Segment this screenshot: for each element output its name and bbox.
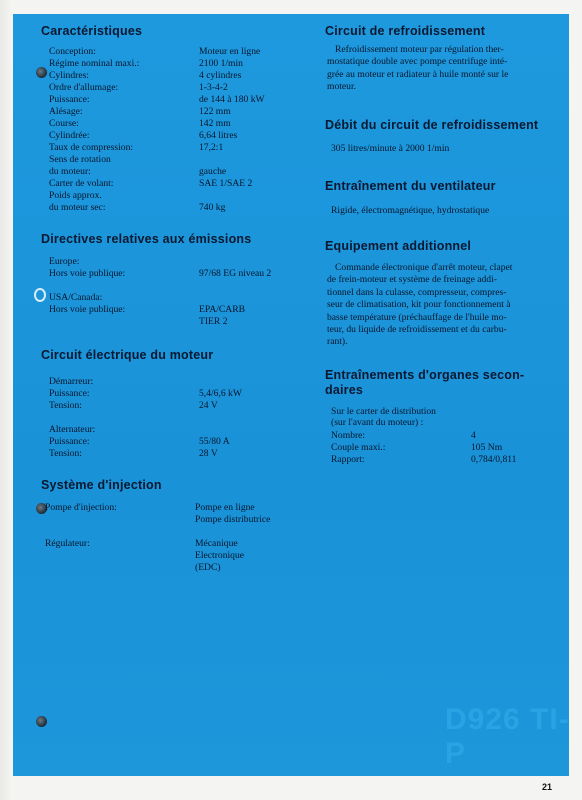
- text-line: rant).: [327, 336, 348, 348]
- ghost-model-text: D926 TI-P: [445, 703, 570, 770]
- row-value: 1-3-4-2: [199, 82, 228, 93]
- text-line: seur de climatisation, kit pour fonctionnement à: [327, 299, 511, 311]
- row-value: 740 kg: [199, 202, 226, 213]
- section-title-secondary-cont: daires: [325, 383, 364, 397]
- secondary-intro-1: Sur le carter de distribution: [331, 406, 436, 417]
- text-line: Refroidissement moteur par régulation ther-: [335, 44, 504, 55]
- row-label: du moteur:: [49, 166, 91, 177]
- row-value: de 144 à 180 kW: [199, 94, 265, 105]
- row-value: Electronique: [195, 550, 245, 561]
- section-title-electrical: Circuit électrique du moteur: [41, 348, 214, 362]
- row-label: Démarreur:: [49, 376, 94, 387]
- row-value: Moteur en ligne: [199, 46, 261, 57]
- row-label: Carter de volant:: [49, 178, 114, 189]
- row-label: Sens de rotation: [49, 154, 111, 165]
- row-label: Couple maxi.:: [331, 442, 386, 453]
- row-value: 6,64 litres: [199, 130, 238, 141]
- row-label: USA/Canada:: [49, 292, 103, 303]
- section-title-injection: Système d'injection: [41, 478, 162, 492]
- row-value: gauche: [199, 166, 227, 177]
- page-binding-edge: [0, 0, 14, 800]
- row-label: du moteur sec:: [49, 202, 106, 213]
- row-label: Hors voie publique:: [49, 268, 126, 279]
- section-title-emissions: Directives relatives aux émissions: [41, 232, 252, 246]
- row-label: Puissance:: [49, 94, 90, 105]
- text-line: Rigide, électromagnétique, hydrostatique: [331, 205, 490, 216]
- row-label: Pompe d'injection:: [45, 502, 117, 513]
- row-label: Europe:: [49, 256, 80, 267]
- text-line: de frein-moteur et système de freinage addi-: [327, 274, 497, 286]
- row-value: SAE 1/SAE 2: [199, 178, 253, 189]
- row-value: Pompe distributrice: [195, 514, 271, 525]
- page-number: 21: [542, 782, 553, 792]
- equipment-text: [327, 262, 559, 349]
- row-value: TIER 2: [199, 316, 228, 327]
- row-label: Rapport:: [331, 454, 365, 465]
- row-value: 122 mm: [199, 106, 231, 117]
- section-title-characteristics: Caractéristiques: [41, 24, 143, 38]
- secondary-intro-2: (sur l'avant du moteur) :: [331, 417, 424, 428]
- row-label: Ordre d'allumage:: [49, 82, 119, 93]
- row-label: Tension:: [49, 448, 82, 459]
- row-label: Alternateur:: [49, 424, 96, 435]
- row-value: 28 V: [199, 448, 218, 459]
- row-value: EPA/CARB: [199, 304, 246, 315]
- text-line: teur, du liquide de refroidissement et du carbu-: [327, 324, 507, 336]
- flow-text: [331, 143, 449, 155]
- row-value: 5,4/6,6 kW: [199, 388, 242, 399]
- row-label: Nombre:: [331, 430, 366, 441]
- text-line: moteur.: [327, 81, 357, 93]
- row-value: 0,784/0,811: [471, 454, 517, 465]
- row-label: Puissance:: [49, 388, 90, 399]
- row-label: Taux de compression:: [49, 142, 134, 153]
- section-title-secondary: Entraînements d'organes secon-: [325, 368, 525, 382]
- row-label: Tension:: [49, 400, 82, 411]
- row-value: (EDC): [195, 562, 221, 573]
- row-label: Hors voie publique:: [49, 304, 126, 315]
- row-value: 55/80 A: [199, 436, 230, 447]
- row-label: Régulateur:: [45, 538, 90, 549]
- row-label: Cylindres:: [49, 70, 89, 81]
- section-title-cooling: Circuit de refroidissement: [325, 24, 486, 38]
- row-value: 17,2:1: [199, 142, 224, 153]
- section-title-fan: Entraînement du ventilateur: [325, 179, 496, 193]
- row-value: 105 Nm: [471, 442, 503, 453]
- row-value: 24 V: [199, 400, 218, 411]
- text-line: mostatique double avec pompe centrifuge inté-: [327, 56, 508, 68]
- row-value: 4 cylindres: [199, 70, 242, 81]
- row-value: 4: [471, 430, 476, 441]
- row-label: Régime nominal maxi.:: [49, 58, 140, 69]
- row-value: 2100 1/min: [199, 58, 243, 69]
- row-label: Poids approx.: [49, 190, 102, 201]
- section-title-flow: Débit du circuit de refroidissement: [325, 118, 539, 132]
- row-label: Alésage:: [49, 106, 83, 117]
- row-label: Conception:: [49, 46, 96, 57]
- text-line: 305 litres/minute à 2000 1/min: [331, 143, 450, 154]
- row-value: 142 mm: [199, 118, 231, 129]
- fan-text: [331, 205, 489, 217]
- row-value: Mécanique: [195, 538, 238, 549]
- row-value: Pompe en ligne: [195, 502, 255, 513]
- row-label: Course:: [49, 118, 79, 129]
- text-line: grée au moteur et radiateur à huile monté sur le: [327, 68, 509, 80]
- binder-hole-icon: [36, 716, 47, 727]
- row-label: Cylindrée:: [49, 130, 90, 141]
- section-title-equipment: Equipement additionnel: [325, 239, 472, 253]
- binder-hole-icon: [36, 67, 47, 78]
- text-line: Commande électronique d'arrêt moteur, clapet: [335, 262, 513, 273]
- text-line: tionnel dans la culasse, compresseur, compres-: [327, 286, 507, 298]
- cooling-text: [327, 44, 555, 94]
- text-line: basse température (préchauffage de l'huile mo-: [327, 311, 507, 323]
- row-value: 97/68 EG niveau 2: [199, 268, 272, 279]
- binder-ring-icon: [34, 288, 46, 302]
- row-label: Puissance:: [49, 436, 90, 447]
